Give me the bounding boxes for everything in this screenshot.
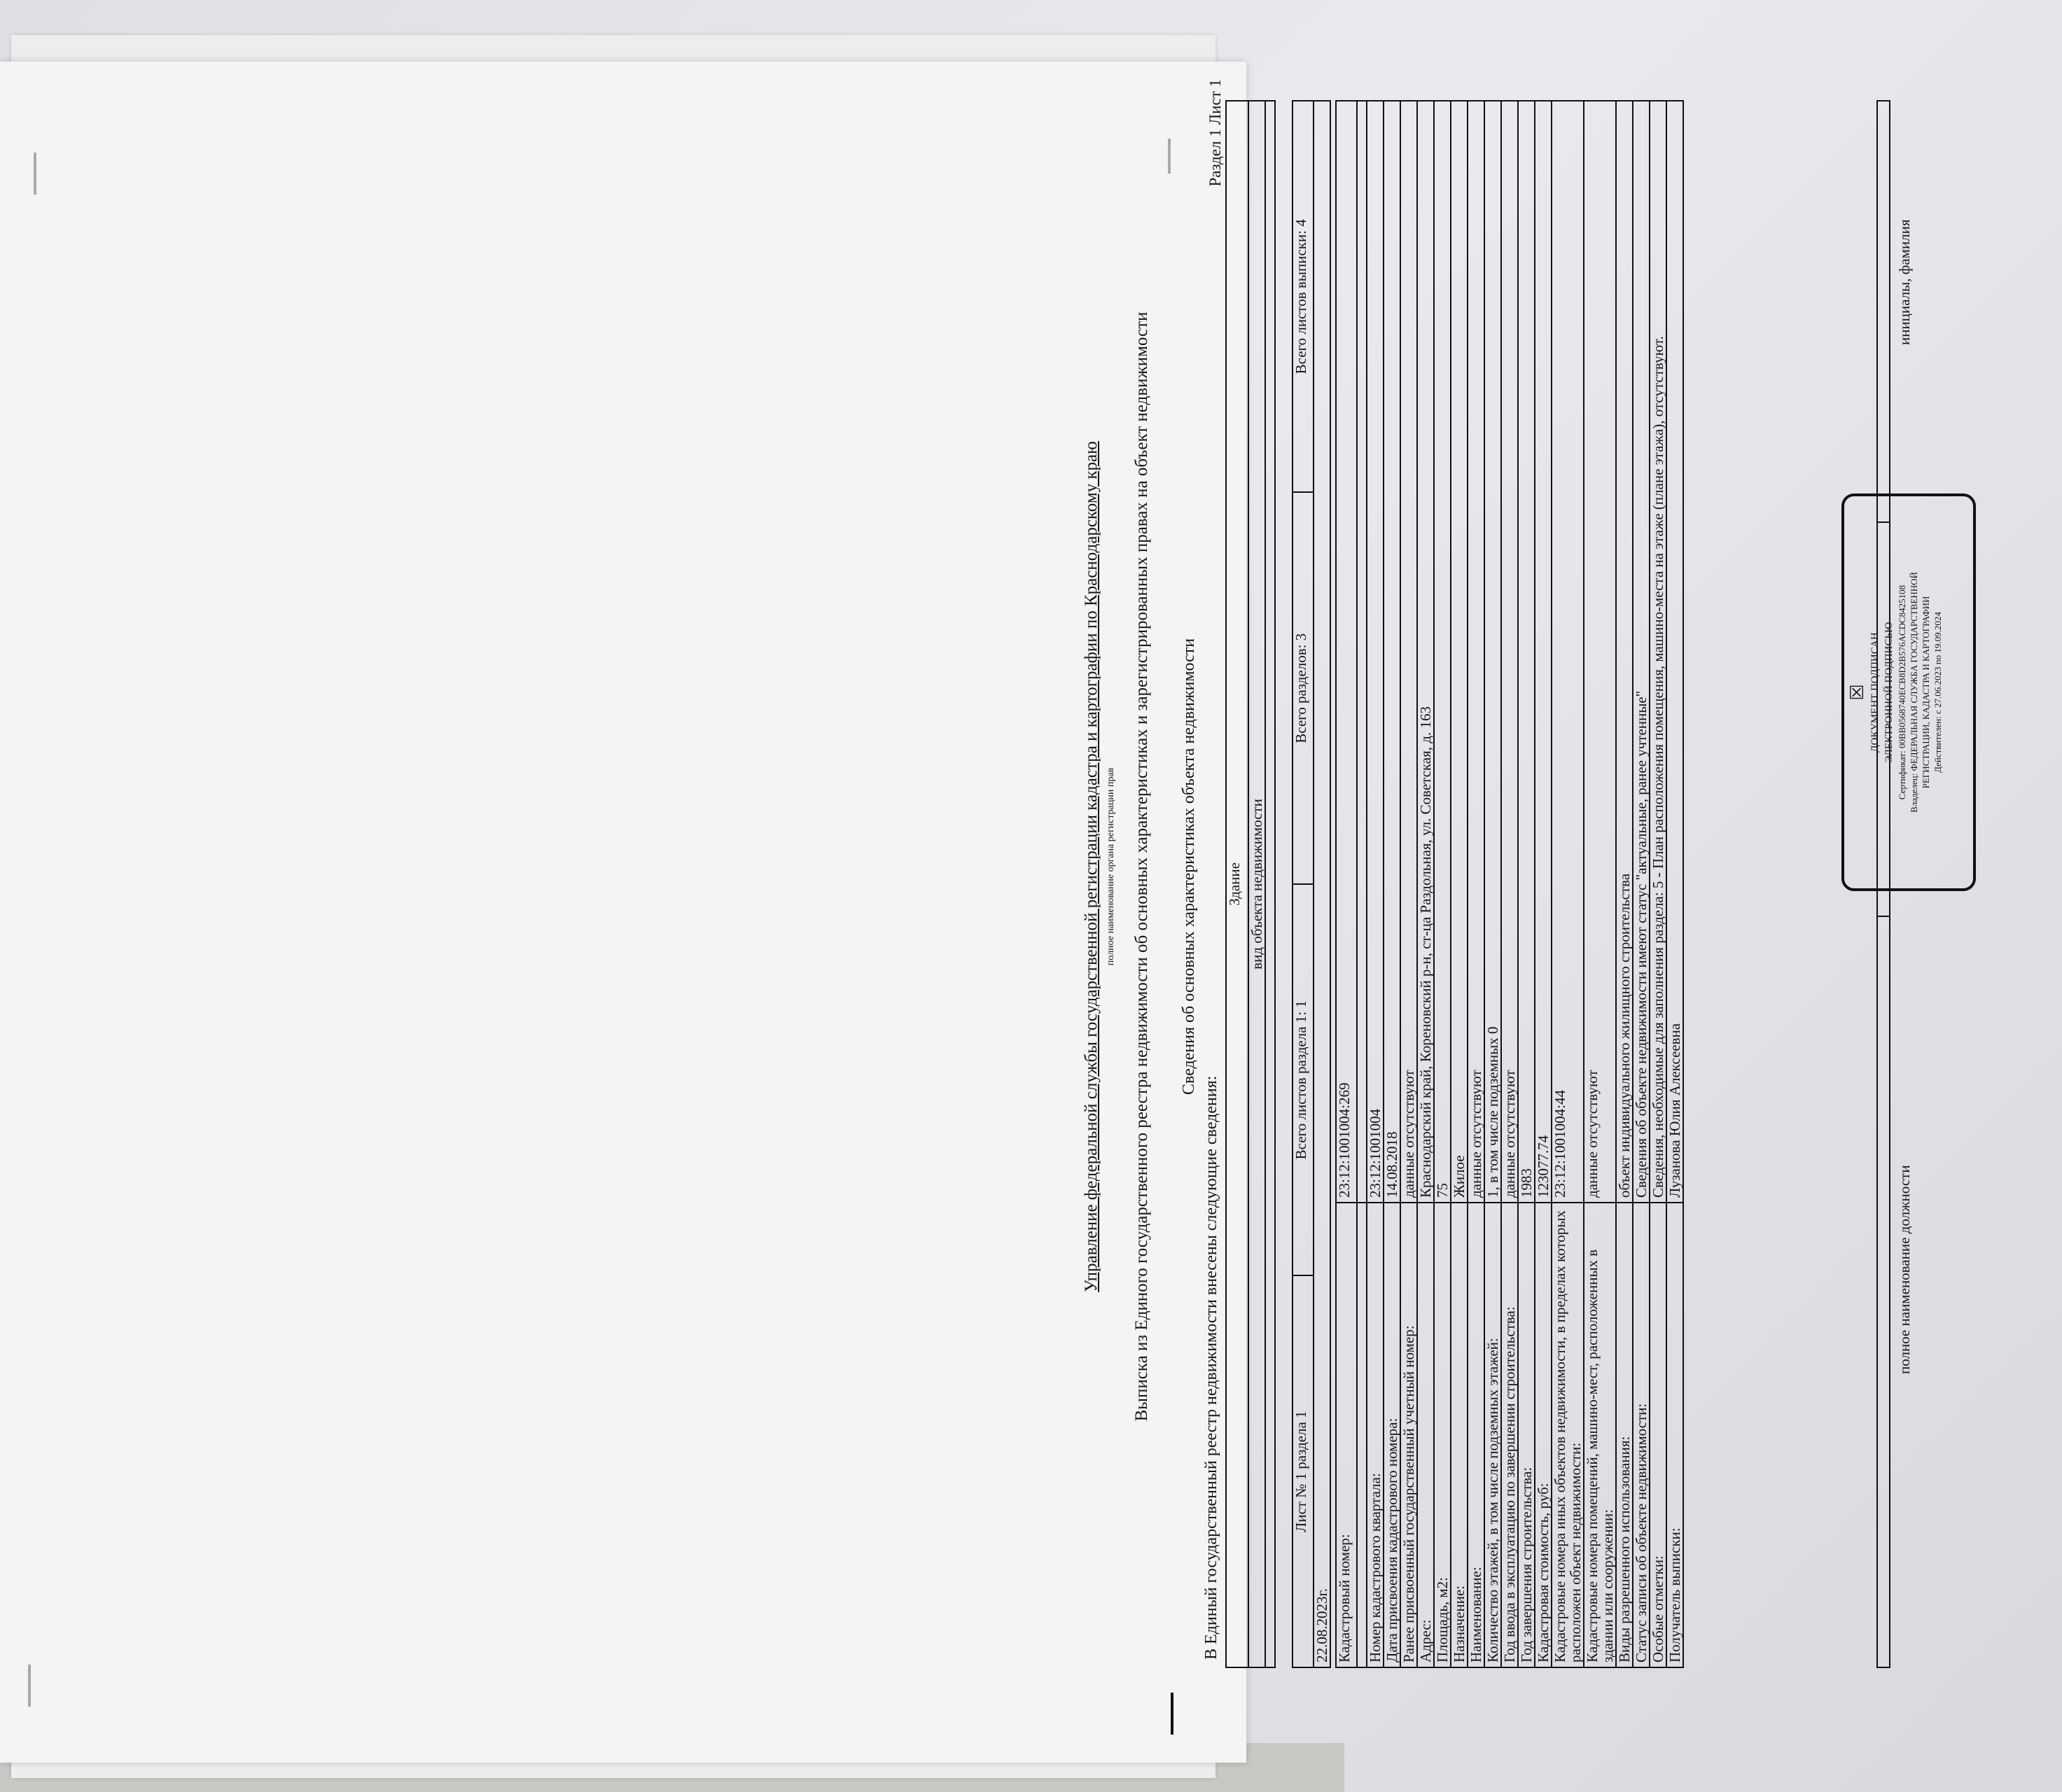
row-key: Кадастровые номера иных объектов недвижимости, в пределах которых расположен объект недвижимости: bbox=[1552, 1203, 1584, 1667]
row-value: 1983 bbox=[1518, 101, 1535, 1203]
emblem-icon: ☒ bbox=[1847, 684, 1867, 701]
table-row bbox=[1417, 101, 1434, 1667]
position-caption: полное наименование должности bbox=[1896, 1165, 1913, 1374]
electronic-signature-stamp bbox=[1841, 493, 1976, 891]
row-value: 23:12:1001004:44 bbox=[1552, 101, 1584, 1203]
owner-line1: Владелец: ФЕДЕРАЛЬНАЯ СЛУЖБА ГОСУДАРСТВЕННОЙ bbox=[1909, 572, 1919, 813]
table-row bbox=[1552, 101, 1584, 1667]
row-value: 123077.74 bbox=[1535, 101, 1552, 1203]
row-key: Дата присвоения кадастрового номера: bbox=[1384, 1203, 1400, 1667]
row-value: 14.08.2018 bbox=[1384, 101, 1400, 1203]
table-row bbox=[1535, 101, 1552, 1667]
name-caption: инициалы, фамилия bbox=[1896, 219, 1913, 345]
object-type-value: Здание bbox=[1226, 101, 1248, 1667]
row-value: Лузанова Юлия Алексеевна bbox=[1666, 101, 1683, 1203]
row-key bbox=[1357, 1203, 1367, 1667]
sheet-number: Лист № 1 раздела 1 bbox=[1293, 1276, 1314, 1668]
row-value: объект индивидуального жилищного строительства bbox=[1616, 101, 1633, 1203]
row-value: 75 bbox=[1434, 101, 1451, 1203]
row-key: Назначение: bbox=[1451, 1203, 1468, 1667]
row-key: Площадь, м2: bbox=[1434, 1203, 1451, 1667]
row-value: Краснодарский край, Кореновский р-н, ст-ца Раздольная, ул. Советская, д. 163 bbox=[1417, 101, 1434, 1203]
row-value: данные отсутствуют bbox=[1501, 101, 1518, 1203]
table-row bbox=[1584, 101, 1616, 1667]
document-sheet bbox=[0, 62, 1943, 1763]
row-value: данные отсутствуют bbox=[1584, 101, 1616, 1203]
table-row bbox=[1451, 101, 1468, 1667]
row-value: Жилое bbox=[1451, 101, 1468, 1203]
row-key: Кадастровые номера помещений, машино-мест, расположенных в здании или сооружении: bbox=[1584, 1203, 1616, 1667]
authority-name: Управление федеральной службы государственной регистрации кадастра и картографии по Краснодарскому краю bbox=[1082, 441, 1101, 1292]
row-key: Особые отметки: bbox=[1650, 1203, 1666, 1667]
date-cell: 22.08.2023г. bbox=[1314, 101, 1330, 1667]
object-type-caption: вид объекта недвижимости bbox=[1248, 101, 1265, 1667]
table-row bbox=[1336, 101, 1357, 1667]
document-title: Выписка из Единого государственного реестра недвижимости об основных характеристиках и зарегистрированных правах на объект недвижимости bbox=[1132, 312, 1151, 1422]
punch-mark bbox=[1171, 1693, 1173, 1735]
row-value bbox=[1357, 101, 1367, 1203]
sheets-in-section: Всего листов раздела 1: 1 bbox=[1293, 884, 1314, 1276]
empty-row bbox=[1265, 101, 1275, 1667]
rotated-document bbox=[1082, 65, 2062, 1668]
signed-line1: ДОКУМЕНТ ПОДПИСАН bbox=[1869, 632, 1881, 752]
row-key: Ранее присвоенный государственный учетный номер: bbox=[1400, 1203, 1417, 1667]
table-row bbox=[1367, 101, 1384, 1667]
table-row bbox=[1616, 101, 1633, 1667]
table-row bbox=[1434, 101, 1451, 1667]
table-row bbox=[1518, 101, 1535, 1667]
table-row bbox=[1400, 101, 1417, 1667]
signature-name-cell bbox=[1877, 101, 1890, 522]
table-row bbox=[1666, 101, 1683, 1667]
table-row bbox=[1633, 101, 1650, 1667]
row-value: данные отсутствуют bbox=[1400, 101, 1417, 1203]
row-key: Статус записи об объекте недвижимости: bbox=[1633, 1203, 1650, 1667]
table-row bbox=[1484, 101, 1501, 1667]
lead-text: В Единый государственный реестр недвижимости внесены следующие сведения: bbox=[1202, 1075, 1220, 1660]
row-value: 23:12:1001004:269 bbox=[1336, 101, 1357, 1203]
authority-caption: полное наименование органа регистрации прав bbox=[1106, 767, 1116, 966]
object-type-table bbox=[1225, 100, 1276, 1668]
row-key: Получатель выписки: bbox=[1666, 1203, 1683, 1667]
row-key: Год завершения строительства: bbox=[1518, 1203, 1535, 1667]
punch-mark bbox=[28, 1665, 31, 1707]
sheets-table bbox=[1292, 100, 1331, 1668]
table-row bbox=[1650, 101, 1666, 1667]
certificate: Сертификат: 00BB0568740ECB8D2B576ACDC8425108 bbox=[1897, 584, 1907, 800]
row-key: Количество этажей, в том числе подземных этажей: bbox=[1484, 1203, 1501, 1667]
section-title: Сведения об основных характеристиках объекта недвижимости bbox=[1180, 638, 1198, 1096]
row-key: Год ввода в эксплуатацию по завершении строительства: bbox=[1501, 1203, 1518, 1667]
sections-total: Всего разделов: 3 bbox=[1293, 493, 1314, 885]
row-value: 23:12:1001004 bbox=[1367, 101, 1384, 1203]
table-row bbox=[1501, 101, 1518, 1667]
row-key: Кадастровый номер: bbox=[1336, 1203, 1357, 1667]
validity: Действителен: с 27.06.2023 по 19.09.2024 bbox=[1932, 612, 1943, 773]
row-key: Адрес: bbox=[1417, 1203, 1434, 1667]
table-row bbox=[1468, 101, 1484, 1667]
signed-line2: ЭЛЕКТРОННОЙ ПОДПИСЬЮ bbox=[1883, 622, 1895, 763]
punch-mark bbox=[34, 153, 36, 195]
row-key: Наименование: bbox=[1468, 1203, 1484, 1667]
signature-position-cell bbox=[1877, 916, 1890, 1667]
table-row bbox=[1384, 101, 1400, 1667]
row-value: Сведения, необходимые для заполнения раздела: 5 - План расположения помещения, машино-места на этаже (плане этажа), отсутствуют. bbox=[1650, 101, 1666, 1203]
row-value: данные отсутствуют bbox=[1468, 101, 1484, 1203]
table-row bbox=[1357, 101, 1367, 1667]
owner-line2: РЕГИСТРАЦИИ, КАДАСТРА И КАРТОГРАФИИ bbox=[1921, 596, 1931, 789]
row-value: 1, в том числе подземных 0 bbox=[1484, 101, 1501, 1203]
characteristics-table bbox=[1335, 100, 1684, 1668]
row-key: Виды разрешенного использования: bbox=[1616, 1203, 1633, 1667]
row-key: Кадастровая стоимость, руб: bbox=[1535, 1203, 1552, 1667]
section-label: Раздел 1 Лист 1 bbox=[1206, 79, 1224, 187]
sheets-total: Всего листов выписки: 4 bbox=[1293, 101, 1314, 493]
row-value: Сведения об объекте недвижимости имеют статус "актуальные, ранее учтенные" bbox=[1633, 101, 1650, 1203]
row-key: Номер кадастрового квартала: bbox=[1367, 1203, 1384, 1667]
